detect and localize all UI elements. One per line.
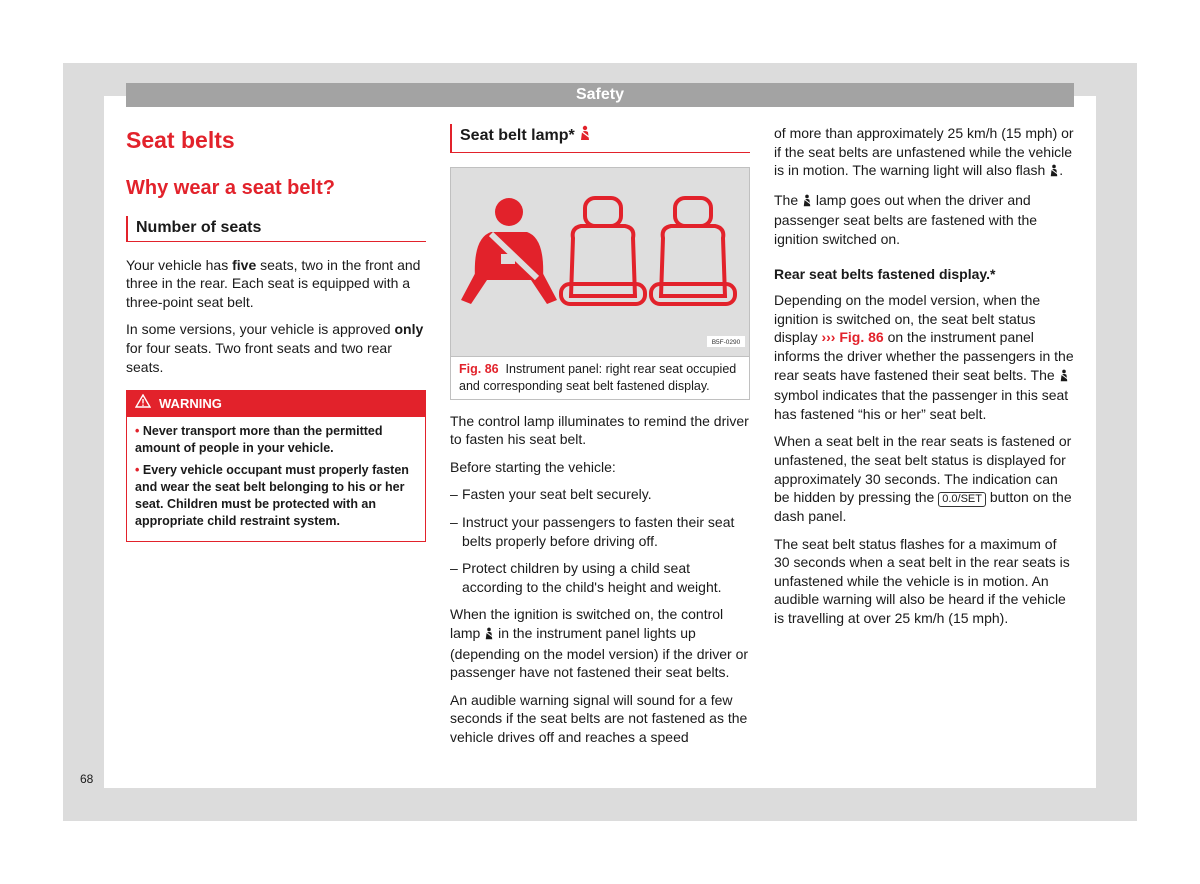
paragraph-status-timing: When a seat belt in the rear seats is fastened or unfastened, the seat belt status is displayed for approximately 30 seconds. The indication can be hidden by pressing the 0.0/SET button on the dash panel. [774, 433, 1072, 525]
warning-box [126, 390, 426, 542]
seat-belt-icon [484, 626, 494, 645]
warning-item: • Never transport more than the permitted amount of people in your vehicle. [135, 424, 383, 456]
paragraph-ignition: When the ignition is switched on, the control lamp in the instrument panel lights up (depending on the model version) if the driver or passenger have not fastened their seat belts. [450, 606, 749, 681]
warning-body [127, 417, 425, 541]
paragraph-before-starting: Before starting the vehicle: [450, 458, 616, 475]
list-item: – Fasten your seat belt securely. [450, 486, 652, 503]
paragraph-seats: Your vehicle has five seats, two in the front and three in the rear. Each seat is equipped with a three-point seat belt. [126, 256, 421, 310]
seat-belt-icon [1049, 163, 1059, 182]
warning-triangle-icon [135, 394, 151, 414]
chapter-header: Safety [126, 83, 1074, 107]
column-2 [450, 124, 750, 756]
figure-code: B5F-0290 [711, 338, 741, 346]
list-item: – Instruct your passengers to fasten their seat belts properly before driving off. [450, 513, 735, 549]
warning-header [127, 391, 425, 417]
heading-rear-seat-belts: Rear seat belts fastened display.* [774, 265, 996, 282]
column-1 [126, 124, 426, 542]
paragraph-versions: In some versions, your vehicle is approved only for four seats. Two front seats and two rear seats. [126, 321, 424, 375]
seat-belt-icon [802, 193, 812, 212]
heading-seat-belt-lamp: Seat belt lamp* [450, 124, 750, 153]
paragraph-audible-warning: An audible warning signal will sound for a few seconds if the seat belts are not fastened as the vehicle drives off and reaches a speed [450, 691, 748, 745]
column-3 [774, 124, 1074, 637]
figure-86 [450, 167, 750, 400]
list-item: – Protect children by using a child seat according to the child's height and weight. [450, 560, 722, 595]
paragraph-control-lamp: The control lamp illuminates to remind the driver to fasten his seat belt. [450, 412, 749, 448]
seat-belt-icon [579, 125, 591, 147]
instrument-panel-illustration [451, 168, 749, 356]
subsection-title: Why wear a seat belt? [126, 177, 335, 199]
heading-number-of-seats: Number of seats [126, 216, 426, 242]
page-number: 68 [80, 772, 94, 786]
set-key-label: 0.0/SET [938, 492, 986, 507]
figure-caption: Fig. 86 Instrument panel: right rear seat occupied and corresponding seat belt fastened display. [459, 361, 737, 393]
section-title: Seat belts [126, 127, 235, 153]
warning-item: • Every vehicle occupant must properly fasten and wear the seat belt belonging to his or her seat. Children must be protected with an appropriate child restraint system. [135, 463, 409, 529]
figure-reference-link[interactable]: ››› Fig. 86 [821, 329, 884, 346]
paragraph-status-flashes: The seat belt status flashes for a maximum of 30 seconds when a seat belt in the rear seats is unfastened while the vehicle is in motion. An audible warning will also be heard if the vehicle is travelling at over 25 km/h (15 mph). [774, 535, 1070, 627]
warning-label: WARNING [159, 395, 222, 411]
paragraph-lamp-goes-out: The lamp goes out when the driver and passenger seat belts are fastened with the ignition switched on. [774, 191, 1038, 247]
paragraph-status-display: Depending on the model version, when the ignition is switched on, the seat belt status display ››› Fig. 86 on the instrument panel informs the driver whether the passengers in the rear seats have fastened their seat belts. The symbol indicates that the passenger in this seat has fastened “his or her” seat belt. [774, 292, 1074, 422]
figure-image [451, 168, 749, 357]
seat-belt-icon [1059, 368, 1069, 387]
paragraph-speed: of more than approximately 25 km/h (15 mph) or if the seat belts are unfastened while the vehicle is in motion. The warning light will also flash . [774, 124, 1074, 182]
